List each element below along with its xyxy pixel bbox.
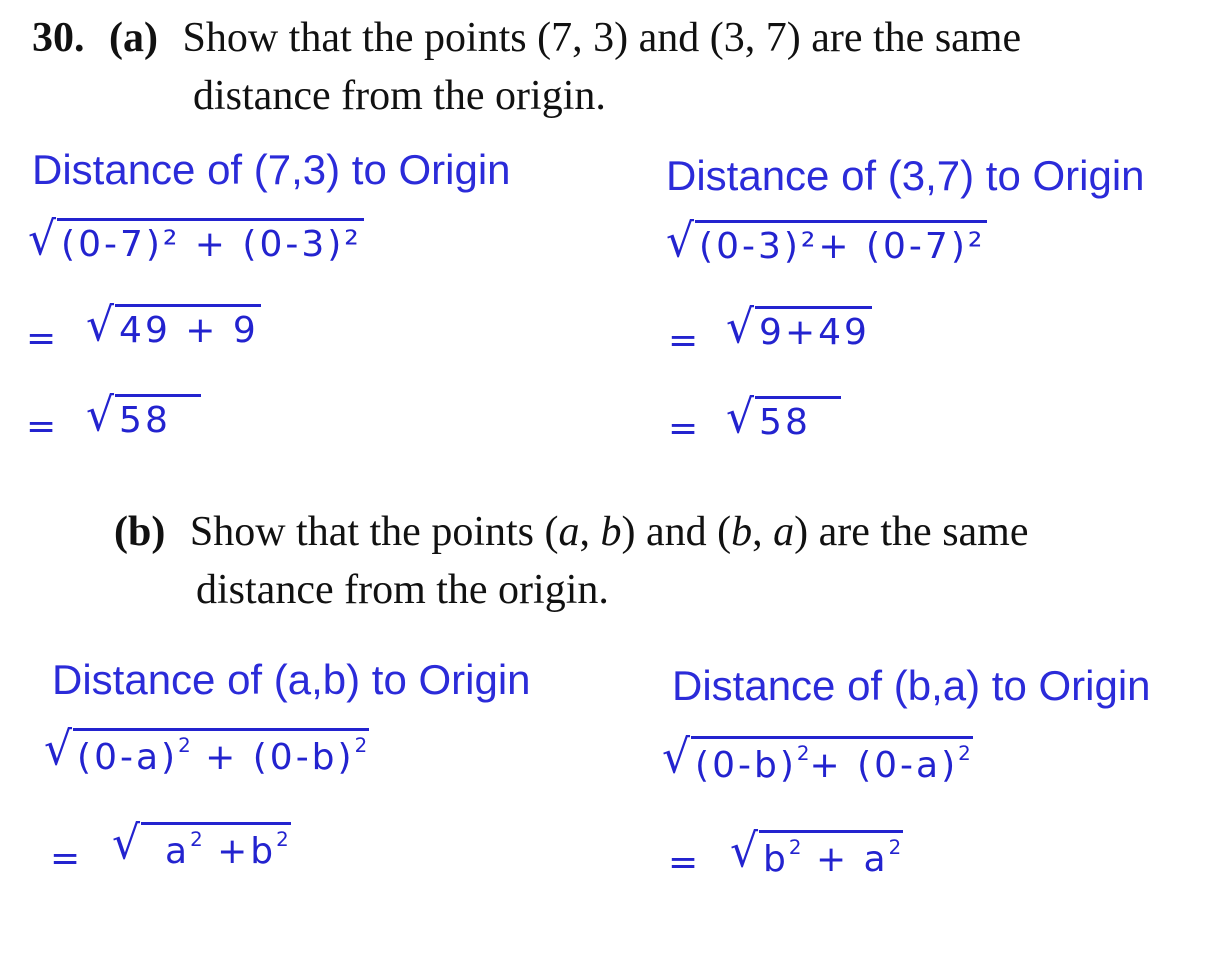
equals-sign: = [668, 408, 699, 449]
radical-icon: √ [86, 388, 118, 443]
equals-sign: = [668, 320, 699, 361]
radical-icon: √ [86, 298, 118, 353]
var-b: b [731, 509, 753, 555]
work-b-left-step1: √ $(0-a)^2 + (0-b)^2$ [44, 722, 368, 778]
equals-sign: = [50, 838, 81, 879]
problem-b-line1-post: ) are the same [794, 509, 1029, 555]
equals-sign: = [26, 318, 57, 359]
radical-icon: √ [28, 212, 60, 267]
problem-a-line2: distance from the origin. [193, 73, 606, 119]
radical-icon: √ [666, 214, 698, 269]
work-a-right-step3: √ 58 [726, 396, 841, 443]
comma: , [579, 509, 601, 555]
comma: , [752, 509, 774, 555]
part-a-label: (a) [109, 15, 158, 61]
problem-b-line2: distance from the origin. [196, 567, 609, 613]
equals-sign: = [26, 406, 57, 447]
problem-a-heading [32, 14, 1021, 62]
radical-icon: √ [44, 722, 76, 777]
work-a-left-step3: √ 58 [86, 394, 201, 441]
heading-distance-3-7: Distance of (3,7) to Origin [666, 152, 1145, 199]
part-b-label: (b) [114, 509, 166, 555]
problem-number: 30. [32, 15, 85, 61]
problem-b-line1-mid: ) and ( [621, 509, 732, 555]
radical-icon: √ [112, 816, 144, 871]
work-b-left-step2: √ $a^2 +b^2$ [112, 816, 289, 872]
var-b: b [600, 509, 622, 555]
work-a-right-step2: √ 9+49 [726, 300, 870, 355]
heading-distance-a-b: Distance of (a,b) to Origin [52, 656, 531, 703]
equals-sign: = [668, 842, 699, 883]
work-b-right-step1: √ $(0-b)^2+ (0-a)^2$ [662, 730, 971, 786]
work-a-right-step1: √ (0-3)²+ (0-7)² [666, 214, 986, 269]
radical-icon: √ [662, 730, 694, 785]
radical-icon: √ [726, 390, 758, 445]
var-a: a [773, 509, 795, 555]
work-a-left-step2: √ 49 + 9 [86, 298, 259, 353]
heading-distance-b-a: Distance of (b,a) to Origin [672, 662, 1151, 709]
problem-b-line1-pre: Show that the points ( [189, 509, 559, 555]
problem-a-line1: Show that the points (7, 3) and (3, 7) are the same [182, 15, 1022, 61]
heading-distance-7-3: Distance of (7,3) to Origin [32, 146, 511, 193]
radical-icon: √ [726, 300, 758, 355]
work-a-left-step1: √ (0-7)² + (0-3)² [28, 212, 362, 267]
problem-b-heading [114, 508, 1029, 556]
var-a: a [558, 509, 580, 555]
radical-icon: √ [730, 824, 762, 879]
work-b-right-step2: √ $b^2 + a^2$ [730, 824, 902, 880]
